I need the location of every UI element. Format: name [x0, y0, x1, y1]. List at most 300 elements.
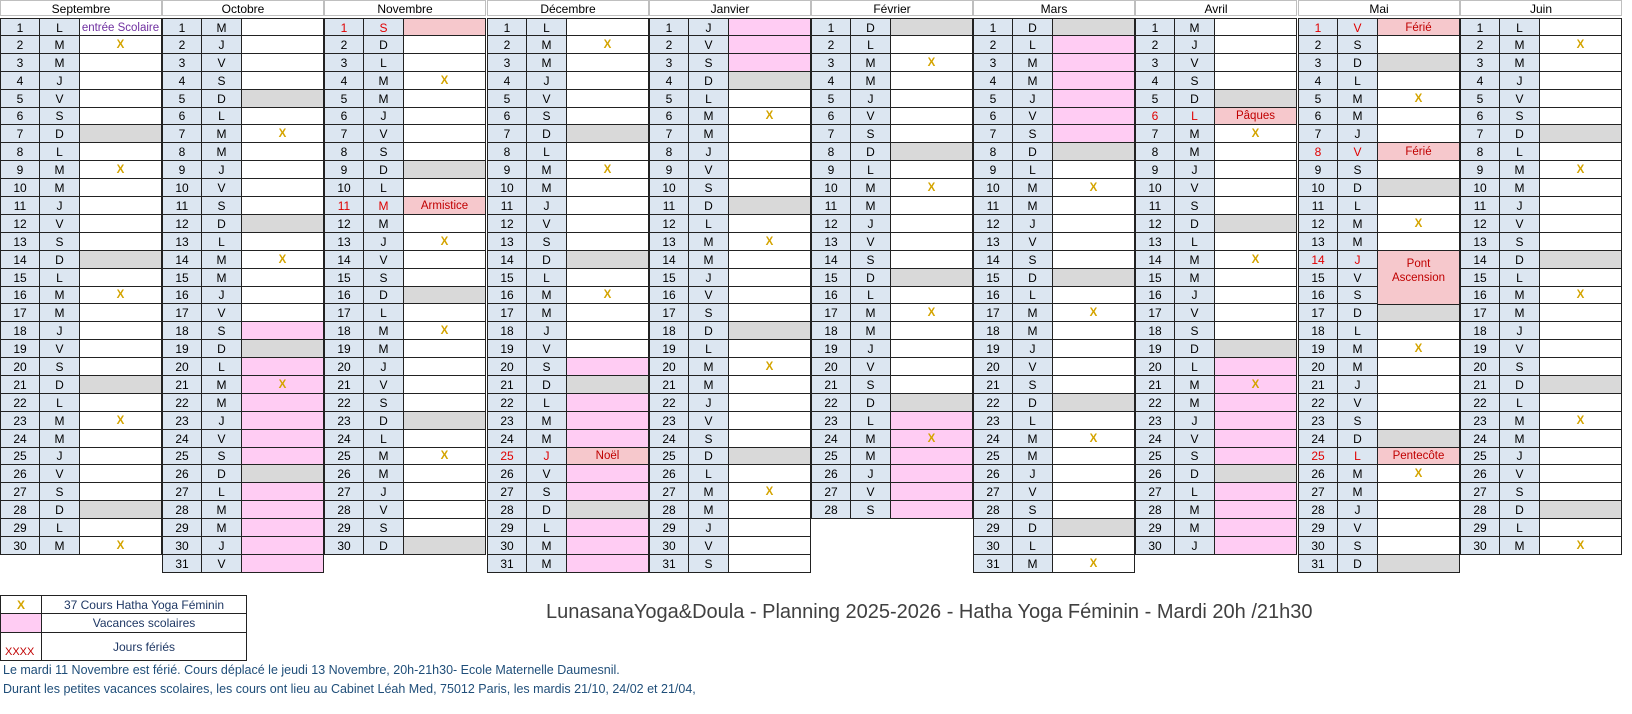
weekday-letter: M — [850, 304, 891, 322]
day-number: 17 — [811, 304, 851, 322]
empty-cell — [1052, 18, 1135, 36]
empty-cell — [241, 340, 324, 358]
empty-cell — [1539, 215, 1622, 233]
month-header: Janvier — [649, 0, 811, 16]
empty-cell — [1052, 322, 1135, 340]
day-number: 24 — [1460, 430, 1500, 448]
weekday-letter: M — [201, 519, 242, 537]
empty-cell — [1052, 376, 1135, 394]
day-number: 28 — [649, 501, 689, 519]
weekday-letter: M — [39, 54, 80, 72]
day-number: 11 — [324, 197, 364, 215]
day-number: 24 — [1298, 430, 1338, 448]
day-number: 10 — [1460, 179, 1500, 197]
empty-cell — [403, 179, 486, 197]
empty-cell — [241, 233, 324, 251]
empty-cell — [1052, 233, 1135, 251]
day-number: 16 — [1298, 287, 1338, 304]
day-number: 18 — [1298, 322, 1338, 340]
weekday-letter: D — [1012, 519, 1053, 537]
day-number: 12 — [973, 215, 1013, 233]
weekday-letter: M — [526, 555, 567, 573]
weekday-letter: S — [688, 54, 729, 72]
weekday-letter: L — [363, 430, 404, 448]
day-number: 19 — [1298, 340, 1338, 358]
day-number: 16 — [162, 287, 202, 304]
day-number: 22 — [649, 394, 689, 412]
weekday-letter: D — [201, 90, 242, 108]
day-number: 1 — [1298, 18, 1338, 36]
day-number: 29 — [1135, 519, 1175, 537]
weekday-letter: S — [39, 358, 80, 376]
day-number: 26 — [649, 465, 689, 483]
day-number: 14 — [1298, 251, 1338, 269]
empty-cell — [566, 233, 649, 251]
day-number: 12 — [324, 215, 364, 233]
weekday-letter: M — [201, 143, 242, 161]
weekday-letter: J — [850, 465, 891, 483]
weekday-letter: M — [688, 233, 729, 251]
weekday-letter: S — [850, 125, 891, 143]
empty-cell — [403, 161, 486, 179]
empty-cell — [566, 108, 649, 125]
day-number: 8 — [649, 143, 689, 161]
day-number: 3 — [324, 54, 364, 72]
weekday-letter: M — [850, 197, 891, 215]
day-number: 19 — [811, 340, 851, 358]
day-number: 26 — [1135, 465, 1175, 483]
weekday-letter: J — [526, 322, 567, 340]
empty-cell — [1052, 143, 1135, 161]
empty-cell — [728, 179, 811, 197]
empty-cell — [1214, 465, 1297, 483]
weekday-letter: D — [1499, 251, 1540, 269]
weekday-letter: D — [363, 287, 404, 304]
day-number: 16 — [0, 287, 40, 304]
empty-cell — [1539, 376, 1622, 394]
empty-cell — [566, 18, 649, 36]
day-number: 9 — [162, 161, 202, 179]
empty-cell — [566, 269, 649, 287]
weekday-letter: L — [1499, 394, 1540, 412]
empty-cell — [1052, 537, 1135, 555]
day-number: 29 — [324, 519, 364, 537]
day-number: 16 — [811, 287, 851, 304]
course-mark: X — [1214, 125, 1297, 143]
day-number: 5 — [1135, 90, 1175, 108]
empty-cell — [566, 555, 649, 573]
empty-cell — [890, 412, 973, 430]
day-number: 8 — [1135, 143, 1175, 161]
day-number: 1 — [487, 18, 527, 36]
weekday-letter: V — [1012, 233, 1053, 251]
empty-cell — [1052, 519, 1135, 537]
day-number: 17 — [1298, 304, 1338, 322]
empty-cell — [79, 179, 162, 197]
weekday-letter: V — [688, 287, 729, 304]
day-number: 22 — [324, 394, 364, 412]
empty-cell — [1052, 72, 1135, 90]
weekday-letter: M — [363, 215, 404, 233]
day-number: 16 — [487, 287, 527, 304]
weekday-letter: M — [1174, 269, 1215, 287]
weekday-letter: V — [850, 358, 891, 376]
empty-cell — [241, 215, 324, 233]
empty-cell — [241, 54, 324, 72]
weekday-letter: M — [363, 322, 404, 340]
course-mark: X — [1377, 90, 1460, 108]
weekday-letter: M — [526, 430, 567, 448]
weekday-letter: S — [201, 448, 242, 465]
day-number: 21 — [811, 376, 851, 394]
empty-cell — [890, 36, 973, 54]
weekday-letter: M — [688, 125, 729, 143]
course-mark: X — [79, 36, 162, 54]
empty-cell — [241, 465, 324, 483]
day-number: 26 — [1298, 465, 1338, 483]
empty-cell — [1539, 179, 1622, 197]
empty-cell — [403, 412, 486, 430]
day-number: 16 — [649, 287, 689, 304]
empty-cell — [890, 90, 973, 108]
day-number: 18 — [0, 322, 40, 340]
day-number: 23 — [1460, 412, 1500, 430]
day-number: 31 — [162, 555, 202, 573]
empty-cell — [1377, 412, 1460, 430]
empty-cell — [566, 483, 649, 501]
day-number: 18 — [973, 322, 1013, 340]
empty-cell — [79, 54, 162, 72]
legend-vacances-swatch — [0, 613, 42, 633]
weekday-letter: J — [526, 448, 567, 465]
empty-cell — [241, 108, 324, 125]
month-header: Septembre — [0, 0, 162, 16]
course-mark: X — [1377, 465, 1460, 483]
empty-cell — [890, 465, 973, 483]
day-number: 20 — [1460, 358, 1500, 376]
empty-cell — [1052, 269, 1135, 287]
empty-cell — [1214, 269, 1297, 287]
empty-cell — [890, 322, 973, 340]
weekday-letter: J — [201, 537, 242, 555]
empty-cell — [728, 143, 811, 161]
legend-feries-symbol: XXXX — [0, 632, 42, 661]
empty-cell — [1052, 125, 1135, 143]
weekday-letter: J — [39, 197, 80, 215]
day-number: 9 — [973, 161, 1013, 179]
empty-cell — [1539, 18, 1622, 36]
day-number: 13 — [487, 233, 527, 251]
weekday-letter: V — [39, 215, 80, 233]
weekday-letter: J — [688, 143, 729, 161]
day-number: 27 — [324, 483, 364, 501]
weekday-letter: M — [363, 448, 404, 465]
empty-cell — [728, 161, 811, 179]
day-number: 29 — [0, 519, 40, 537]
course-mark: X — [1539, 412, 1622, 430]
weekday-letter: L — [1174, 483, 1215, 501]
weekday-letter: L — [39, 519, 80, 537]
empty-cell — [1377, 358, 1460, 376]
note-line-2: Durant les petites vacances scolaires, les cours ont lieu au Cabinet Léah Med, 75012 Paris, les mardis 21/10, 24/02 et 21/04, — [3, 682, 696, 696]
empty-cell — [1214, 519, 1297, 537]
day-number: 10 — [1135, 179, 1175, 197]
day-number: 8 — [487, 143, 527, 161]
day-number: 24 — [0, 430, 40, 448]
empty-cell — [241, 358, 324, 376]
weekday-letter: V — [363, 376, 404, 394]
day-number: 20 — [649, 358, 689, 376]
day-number: 20 — [1298, 358, 1338, 376]
day-number: 12 — [0, 215, 40, 233]
weekday-letter: J — [1174, 161, 1215, 179]
day-number: 15 — [487, 269, 527, 287]
weekday-letter: J — [1337, 376, 1378, 394]
weekday-letter: J — [1174, 287, 1215, 304]
day-number: 13 — [1135, 233, 1175, 251]
day-number: 5 — [162, 90, 202, 108]
day-number: 2 — [649, 36, 689, 54]
day-number: 13 — [324, 233, 364, 251]
weekday-letter: D — [1012, 18, 1053, 36]
weekday-letter: M — [201, 269, 242, 287]
empty-cell — [566, 179, 649, 197]
empty-cell — [1377, 519, 1460, 537]
empty-cell — [1052, 394, 1135, 412]
day-number: 1 — [1135, 18, 1175, 36]
day-number: 17 — [162, 304, 202, 322]
day-number: 14 — [649, 251, 689, 269]
empty-cell — [728, 412, 811, 430]
day-number: 13 — [1460, 233, 1500, 251]
day-number: 22 — [811, 394, 851, 412]
empty-cell — [890, 287, 973, 304]
weekday-letter: V — [688, 161, 729, 179]
weekday-letter: V — [1012, 108, 1053, 125]
day-number: 9 — [487, 161, 527, 179]
empty-cell — [890, 448, 973, 465]
empty-cell — [1377, 197, 1460, 215]
weekday-letter: S — [1499, 108, 1540, 125]
day-number: 19 — [324, 340, 364, 358]
weekday-letter: S — [39, 108, 80, 125]
empty-cell — [566, 251, 649, 269]
weekday-letter: L — [526, 18, 567, 36]
weekday-letter: M — [1012, 448, 1053, 465]
empty-cell — [566, 125, 649, 143]
weekday-letter: S — [363, 18, 404, 36]
weekday-letter: M — [688, 251, 729, 269]
day-number: 19 — [0, 340, 40, 358]
weekday-letter: M — [1012, 72, 1053, 90]
day-number: 18 — [811, 322, 851, 340]
empty-cell — [1539, 269, 1622, 287]
weekday-letter: M — [1337, 108, 1378, 125]
day-number: 1 — [162, 18, 202, 36]
day-number: 20 — [811, 358, 851, 376]
weekday-letter: S — [1174, 72, 1215, 90]
empty-cell — [1539, 394, 1622, 412]
empty-cell — [1052, 501, 1135, 519]
day-number: 25 — [811, 448, 851, 465]
day-number: 10 — [487, 179, 527, 197]
empty-cell — [890, 125, 973, 143]
weekday-letter: D — [1337, 430, 1378, 448]
empty-cell — [241, 90, 324, 108]
day-number: 12 — [487, 215, 527, 233]
day-number: 30 — [1460, 537, 1500, 555]
weekday-letter: L — [39, 394, 80, 412]
empty-cell — [890, 233, 973, 251]
empty-cell — [1214, 233, 1297, 251]
weekday-letter: M — [1499, 161, 1540, 179]
day-number: 28 — [162, 501, 202, 519]
empty-cell — [728, 251, 811, 269]
day-number: 21 — [973, 376, 1013, 394]
empty-cell — [1214, 143, 1297, 161]
day-number: 21 — [1298, 376, 1338, 394]
weekday-letter: V — [850, 233, 891, 251]
weekday-letter: M — [39, 412, 80, 430]
weekday-letter: M — [850, 72, 891, 90]
weekday-letter: D — [363, 161, 404, 179]
weekday-letter: V — [1174, 304, 1215, 322]
empty-cell — [1539, 72, 1622, 90]
weekday-letter: L — [1499, 18, 1540, 36]
weekday-letter: S — [850, 376, 891, 394]
empty-cell — [728, 555, 811, 573]
weekday-letter: D — [1337, 304, 1378, 322]
weekday-letter: L — [1174, 358, 1215, 376]
empty-cell — [1539, 340, 1622, 358]
day-number: 6 — [973, 108, 1013, 125]
weekday-letter: D — [850, 18, 891, 36]
weekday-letter: M — [39, 179, 80, 197]
day-number: 6 — [162, 108, 202, 125]
weekday-letter: M — [1337, 90, 1378, 108]
empty-cell — [1052, 251, 1135, 269]
weekday-letter: S — [1174, 197, 1215, 215]
day-number: 17 — [649, 304, 689, 322]
empty-cell — [566, 465, 649, 483]
weekday-letter: D — [39, 125, 80, 143]
day-number: 13 — [162, 233, 202, 251]
month-header: Juin — [1460, 0, 1622, 16]
course-mark: X — [79, 161, 162, 179]
weekday-letter: V — [201, 179, 242, 197]
empty-cell — [890, 72, 973, 90]
day-number: 20 — [973, 358, 1013, 376]
weekday-letter: M — [526, 179, 567, 197]
course-mark: X — [890, 179, 973, 197]
course-mark: X — [890, 430, 973, 448]
empty-cell — [728, 215, 811, 233]
day-number: 15 — [649, 269, 689, 287]
weekday-letter: M — [201, 251, 242, 269]
day-number: 10 — [811, 179, 851, 197]
day-number: 1 — [811, 18, 851, 36]
day-number: 29 — [1460, 519, 1500, 537]
day-number: 23 — [0, 412, 40, 430]
weekday-letter: M — [1337, 233, 1378, 251]
weekday-letter: S — [201, 72, 242, 90]
weekday-letter: M — [688, 483, 729, 501]
day-number: 30 — [1298, 537, 1338, 555]
course-mark: X — [79, 287, 162, 304]
empty-cell — [403, 537, 486, 555]
course-mark: X — [1052, 555, 1135, 573]
day-number: 30 — [162, 537, 202, 555]
empty-cell — [1214, 36, 1297, 54]
empty-cell — [1052, 483, 1135, 501]
day-number: 6 — [1135, 108, 1175, 125]
day-number: 5 — [1298, 90, 1338, 108]
weekday-letter: V — [526, 215, 567, 233]
day-number: 3 — [1298, 54, 1338, 72]
weekday-letter: S — [1337, 287, 1378, 304]
empty-cell — [1052, 197, 1135, 215]
weekday-letter: J — [363, 233, 404, 251]
weekday-letter: M — [1174, 519, 1215, 537]
day-number: 17 — [324, 304, 364, 322]
weekday-letter: M — [1174, 125, 1215, 143]
month-header: Mars — [973, 0, 1135, 16]
day-number: 3 — [1135, 54, 1175, 72]
empty-cell — [403, 465, 486, 483]
weekday-letter: V — [688, 537, 729, 555]
empty-cell — [890, 501, 973, 519]
empty-cell — [1214, 90, 1297, 108]
day-number: 7 — [973, 125, 1013, 143]
course-mark: X — [403, 72, 486, 90]
empty-cell — [1377, 430, 1460, 448]
weekday-letter: M — [850, 430, 891, 448]
day-number: 16 — [1135, 287, 1175, 304]
day-number: 10 — [649, 179, 689, 197]
day-number: 24 — [162, 430, 202, 448]
empty-cell — [728, 304, 811, 322]
day-number: 10 — [162, 179, 202, 197]
weekday-letter: M — [201, 501, 242, 519]
day-number: 31 — [649, 555, 689, 573]
empty-cell — [79, 376, 162, 394]
weekday-letter: S — [1337, 161, 1378, 179]
day-number: 26 — [1460, 465, 1500, 483]
empty-cell — [1052, 448, 1135, 465]
day-number: 2 — [0, 36, 40, 54]
weekday-letter: M — [39, 537, 80, 555]
empty-cell — [890, 143, 973, 161]
day-number: 22 — [1460, 394, 1500, 412]
day-number: 28 — [1298, 501, 1338, 519]
empty-cell — [79, 251, 162, 269]
weekday-letter: V — [1499, 340, 1540, 358]
day-number: 8 — [162, 143, 202, 161]
day-number: 29 — [162, 519, 202, 537]
weekday-letter: V — [201, 430, 242, 448]
day-number: 18 — [1135, 322, 1175, 340]
weekday-letter: J — [39, 72, 80, 90]
day-number: 27 — [487, 483, 527, 501]
empty-cell — [1052, 108, 1135, 125]
weekday-letter: J — [1174, 537, 1215, 555]
day-number: 11 — [1298, 197, 1338, 215]
empty-cell — [728, 90, 811, 108]
empty-cell — [403, 358, 486, 376]
empty-cell — [1377, 304, 1460, 322]
day-number: 5 — [973, 90, 1013, 108]
weekday-letter: M — [1012, 304, 1053, 322]
